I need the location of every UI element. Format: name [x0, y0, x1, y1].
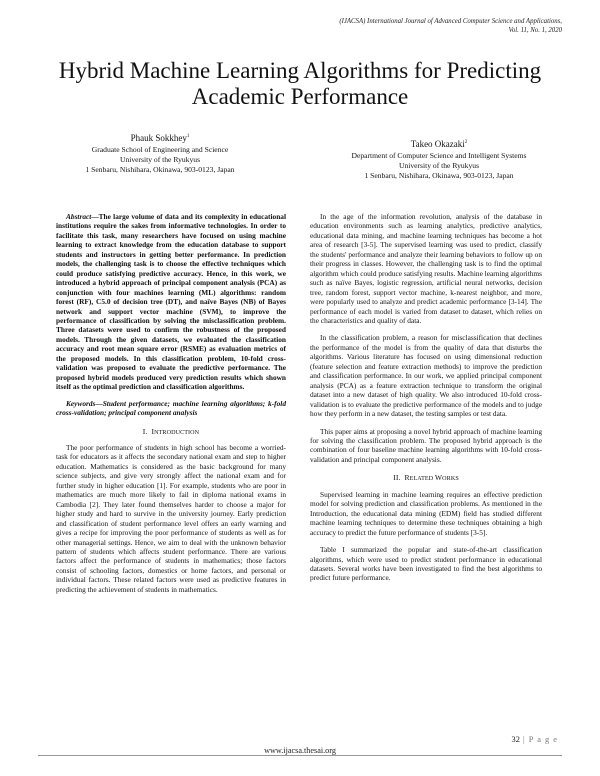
section-heading-related-works: II. RELATED WORKS	[393, 473, 459, 483]
author-affiliation-2a: Department of Computer Science and Intelligent Systems	[351, 151, 527, 160]
journal-header-line1: (IJACSA) International Journal of Advanced Computer Science and Applications,	[339, 18, 562, 25]
abstract: Abstract—The large volume of data and its complexity in educational institutions require the sakes from informative technologies. In order to facilitate this task, many researchers have focused on using machine learning to extract knowledge from the education database to support students and instructors in getting better performance. In prediction models, the challenging task is to choose the effective techniques which could produce satisfying predictive accuracy. Hence, in this work, we introduced a hybrid approach of principal component analysis (PCA) as conjunction with four machines learning (ML) algorithms: random forest (RF), C5.0 of decision tree (DT), and naïve Bayes (NB) of Bayes network and support vector machine (SVM), to improve the performance of classification by solving the misclassification problem. Three datasets were used to confirm the robustness of the proposed models. Through the given datasets, we evaluated the classification accuracy and root mean square error (RSME) as evaluation metrics of the proposed models. In this classification problem, 10-fold cross-validation was proposed to evaluate the predictive performance. The proposed hybrid models produced very prediction results which shown itself as the optimal prediction and classification algorithms.	[56, 212, 286, 392]
author-address-1: 1 Senbaru, Nishihara, Okinawa, 903-0123, Japan	[85, 165, 235, 175]
author-block-2	[304, 137, 574, 182]
related-paragraph-2: Table I summarized the popular and state-of-the-art classification algorithms, which were used to predict student performance in educational datasets. Several works have been investigated to find the best algorithms to predict future performance.	[310, 545, 542, 583]
page-number: 32 | P a g e	[511, 735, 558, 744]
paper-title-line1: Hybrid Machine Learning Algorithms for Predicting	[58, 58, 542, 83]
journal-header	[339, 17, 562, 35]
author-address-2: 1 Senbaru, Nishihara, Okinawa, 903-0123, Japan	[364, 171, 514, 181]
intro-paragraph-2: In the age of the information revolution, analysis of the database in education environments such as learning analytics, predictive analytics, educational data mining, and machine learning techniques has become a hot area of research [3-5]. The supervised learning was used to predict, classify the students' performance and analyze their learning behaviors to follow up on their progress in classes. However, the challenging task is to find the optimal algorithm which could produce satisfying results. Machine learning algorithms such as naïve Bayes, logistic regression, artificial neural networks, decision tree, random forest, support vector machine, k-nearest neighbor, and more, were popularly used to analyze and predict academic performance [3-14]. The performance of each model is varied from dataset to dataset, which relies on the characteristics and quality of data.	[310, 212, 542, 325]
paper-title	[40, 58, 560, 110]
author-affiliation-1b: University of the Ryukyus	[119, 155, 201, 165]
intro-paragraph-4: This paper aims at proposing a novel hybrid approach of machine learning for solving the classification problem. The proposed hybrid approach is the combination of four baseline machine learning algorithms with 10-fold cross-validation and principal component analysis.	[310, 426, 542, 464]
author-affiliation-1a: Graduate School of Engineering and Science	[91, 145, 229, 154]
left-column	[56, 212, 286, 594]
journal-url: www.ijacsa.thesai.org	[264, 746, 336, 755]
author-name-2: Takeo Okazaki$^2$	[410, 139, 468, 149]
paper-title-line2: Academic Performance	[191, 84, 409, 109]
author-affiliation-2b: University of the Ryukyus	[398, 161, 480, 171]
right-column	[310, 212, 542, 583]
author-block-1	[30, 131, 290, 176]
intro-paragraph-3: In the classification problem, a reason for misclassification that declines the performance of the model is from the quality of data that disturbs the algorithms. Various literature has focused on using dimensional reduction (feature selection and feature extraction methods) to improve the prediction and classification performance. In our work, we applied principal component analysis (PCA) as a feature extraction technique to transform the original dataset into a new dataset of high quality. We also introduced 10-fold cross-validation is to evaluate the predictive performance of the models and to judge how they perform in a new dataset, the testing samples or test data.	[310, 333, 542, 419]
footer-divider	[38, 755, 562, 756]
section-heading-introduction: I. INTRODUCTION	[142, 426, 200, 436]
author-name-1: Phauk Sokkhey$^1$	[130, 133, 190, 143]
intro-paragraph-1: The poor performance of students in high school has become a worried-task for educators as it affects the secondary national exam and step to higher education. Mathematics is considered as the basic background for many science subjects, and give very strongly affect the national exam and for further study in higher education [1]. For example, students who are poor in mathematics are much more likely to fail in diploma national exams in Cambodia [2]. They later found themselves harder to choose a major for higher study and hard to survive in the university journey. Early prediction and classification of student performance level offers an early warning and gives a recipe for improving the poor performance of students as well as for other managerial settings. Hence, we aim to deal with the unknown behavior pattern of students which affects student performance. There are various factors affect the performance of students in mathematics; those factors consist of schooling factors, domestics or home factors, and personal or individual factors. These related factors were used as predictive features in predicting the achievement of students in mathematics.	[56, 442, 286, 594]
journal-header-line2: Vol. 11, No. 1, 2020	[508, 27, 562, 34]
related-paragraph-1: Supervised learning in machine learning requires an effective prediction model for solving prediction and classification problems. As mentioned in the Introduction, the educational data mining (EDM) field has studied different machine learning techniques to determine these techniques obtaining a high accuracy to predict the future performance of students [3-5].	[310, 489, 542, 537]
keywords: Keywords—Student performance; machine learning algorithms; k-fold cross-validation; principal component analysis	[56, 398, 286, 418]
